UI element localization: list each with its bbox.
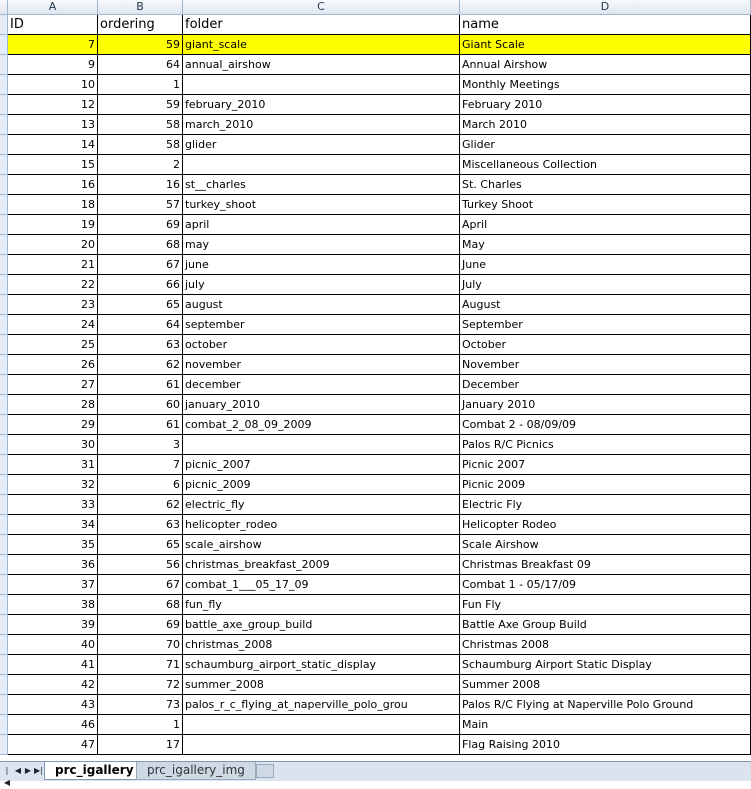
cell-name[interactable]: November — [460, 355, 751, 375]
cell-id[interactable]: 31 — [8, 455, 98, 475]
cell-id[interactable]: 25 — [8, 335, 98, 355]
row-header[interactable] — [0, 415, 8, 435]
row-header[interactable] — [0, 175, 8, 195]
column-header-b[interactable]: B — [98, 0, 183, 15]
cell-name[interactable]: June — [460, 255, 751, 275]
row-header[interactable] — [0, 35, 8, 55]
cell-ordering[interactable]: 56 — [98, 555, 183, 575]
row-header[interactable] — [0, 655, 8, 675]
cell-name[interactable]: Helicopter Rodeo — [460, 515, 751, 535]
column-header-d[interactable]: D — [460, 0, 751, 15]
cell-id[interactable]: 15 — [8, 155, 98, 175]
cell-ordering[interactable]: 59 — [98, 95, 183, 115]
cell-folder[interactable]: september — [183, 315, 460, 335]
column-header-c[interactable]: C — [183, 0, 460, 15]
cell-ordering[interactable]: 66 — [98, 275, 183, 295]
cell-ordering[interactable]: 68 — [98, 595, 183, 615]
cell-id[interactable]: 38 — [8, 595, 98, 615]
cell-name[interactable]: Summer 2008 — [460, 675, 751, 695]
cell-id[interactable]: 30 — [8, 435, 98, 455]
cell-folder[interactable] — [183, 155, 460, 175]
cell-name[interactable]: August — [460, 295, 751, 315]
cell-folder[interactable]: combat_2_08_09_2009 — [183, 415, 460, 435]
row-header[interactable] — [0, 735, 8, 755]
cell-ordering[interactable]: 71 — [98, 655, 183, 675]
cell-folder[interactable]: christmas_breakfast_2009 — [183, 555, 460, 575]
cell-folder[interactable]: january_2010 — [183, 395, 460, 415]
cell-folder[interactable]: november — [183, 355, 460, 375]
cell-folder[interactable]: may — [183, 235, 460, 255]
cell-folder[interactable]: battle_axe_group_build — [183, 615, 460, 635]
cell-ordering[interactable]: 3 — [98, 435, 183, 455]
cell-id[interactable]: 35 — [8, 535, 98, 555]
row-header[interactable] — [0, 675, 8, 695]
cell-ordering[interactable]: 63 — [98, 335, 183, 355]
cell-folder[interactable]: february_2010 — [183, 95, 460, 115]
row-header[interactable] — [0, 715, 8, 735]
cell-folder[interactable]: october — [183, 335, 460, 355]
cell-ordering[interactable]: 58 — [98, 135, 183, 155]
cell-folder[interactable]: christmas_2008 — [183, 635, 460, 655]
select-all-corner[interactable] — [0, 0, 8, 15]
cell-name[interactable]: Main — [460, 715, 751, 735]
cell-name[interactable]: Scale Airshow — [460, 535, 751, 555]
row-header[interactable] — [0, 295, 8, 315]
cell-name[interactable]: May — [460, 235, 751, 255]
cell-folder[interactable]: electric_fly — [183, 495, 460, 515]
cell-name[interactable]: Palos R/C Flying at Naperville Polo Ground — [460, 695, 751, 715]
cell-name[interactable]: Miscellaneous Collection — [460, 155, 751, 175]
cell-id[interactable]: 28 — [8, 395, 98, 415]
cell-name[interactable]: December — [460, 375, 751, 395]
first-sheet-icon[interactable]: |◀ — [3, 766, 11, 787]
cell-ordering[interactable]: 17 — [98, 735, 183, 755]
cell-id[interactable]: 43 — [8, 695, 98, 715]
cell-ordering[interactable]: 72 — [98, 675, 183, 695]
cell-ordering[interactable]: 70 — [98, 635, 183, 655]
cell-ordering[interactable]: 65 — [98, 295, 183, 315]
sheet-tab-bar — [0, 761, 751, 787]
prev-sheet-icon[interactable]: ◀ — [14, 766, 22, 775]
row-header[interactable] — [0, 515, 8, 535]
row-header[interactable] — [0, 455, 8, 475]
cell-ordering[interactable]: 69 — [98, 615, 183, 635]
cell-id[interactable]: 29 — [8, 415, 98, 435]
cell-name[interactable]: Palos R/C Picnics — [460, 435, 751, 455]
cell-name[interactable]: Turkey Shoot — [460, 195, 751, 215]
cell-name[interactable]: Combat 1 - 05/17/09 — [460, 575, 751, 595]
row-header[interactable] — [0, 275, 8, 295]
row-header[interactable] — [0, 535, 8, 555]
cell-folder[interactable]: april — [183, 215, 460, 235]
cell-folder[interactable]: turkey_shoot — [183, 195, 460, 215]
cell-ordering[interactable]: 62 — [98, 355, 183, 375]
cell-id[interactable]: 41 — [8, 655, 98, 675]
cell-id[interactable]: 18 — [8, 195, 98, 215]
cell-folder[interactable] — [183, 715, 460, 735]
cell-folder[interactable]: helicopter_rodeo — [183, 515, 460, 535]
row-header[interactable] — [0, 355, 8, 375]
cell-name[interactable]: Christmas 2008 — [460, 635, 751, 655]
row-header[interactable] — [0, 115, 8, 135]
cell-ordering[interactable]: 1 — [98, 715, 183, 735]
cell-id[interactable]: 26 — [8, 355, 98, 375]
cell-ordering[interactable]: 61 — [98, 415, 183, 435]
row-header[interactable] — [0, 235, 8, 255]
cell-folder[interactable]: march_2010 — [183, 115, 460, 135]
cell-id[interactable]: 14 — [8, 135, 98, 155]
cell-ordering[interactable]: 67 — [98, 575, 183, 595]
row-header[interactable] — [0, 495, 8, 515]
cell-name[interactable]: Combat 2 - 08/09/09 — [460, 415, 751, 435]
row-header[interactable] — [0, 335, 8, 355]
row-header[interactable] — [0, 435, 8, 455]
cell-folder[interactable]: june — [183, 255, 460, 275]
cell-ordering[interactable]: 6 — [98, 475, 183, 495]
cell-name[interactable]: October — [460, 335, 751, 355]
cell-id[interactable]: 24 — [8, 315, 98, 335]
cell-ordering[interactable]: 61 — [98, 375, 183, 395]
row-header[interactable] — [0, 215, 8, 235]
row-header[interactable] — [0, 315, 8, 335]
cell-folder[interactable]: july — [183, 275, 460, 295]
column-header-a[interactable]: A — [8, 0, 98, 15]
last-sheet-icon[interactable]: ▶| — [34, 766, 43, 775]
cell-id[interactable]: 23 — [8, 295, 98, 315]
header-cell-folder[interactable]: folder — [183, 15, 460, 35]
cell-id[interactable]: 39 — [8, 615, 98, 635]
tab-prc-igallery[interactable]: prc_igallery — [44, 762, 145, 780]
cell-ordering[interactable]: 65 — [98, 535, 183, 555]
cell-id[interactable]: 32 — [8, 475, 98, 495]
insert-sheet-icon[interactable] — [256, 764, 274, 778]
cell-name[interactable]: St. Charles — [460, 175, 751, 195]
cell-id[interactable]: 34 — [8, 515, 98, 535]
cell-name[interactable]: Glider — [460, 135, 751, 155]
cell-ordering[interactable]: 63 — [98, 515, 183, 535]
cell-id[interactable]: 20 — [8, 235, 98, 255]
cell-folder[interactable]: december — [183, 375, 460, 395]
cell-id[interactable]: 10 — [8, 75, 98, 95]
cell-ordering[interactable]: 58 — [98, 115, 183, 135]
cell-id[interactable]: 42 — [8, 675, 98, 695]
row-header[interactable] — [0, 15, 8, 35]
cell-id[interactable]: 22 — [8, 275, 98, 295]
cell-id[interactable]: 7 — [8, 35, 98, 55]
cell-ordering[interactable]: 59 — [98, 35, 183, 55]
cell-ordering[interactable]: 64 — [98, 315, 183, 335]
cell-folder[interactable]: picnic_2009 — [183, 475, 460, 495]
row-header[interactable] — [0, 475, 8, 495]
row-header[interactable] — [0, 135, 8, 155]
row-header[interactable] — [0, 555, 8, 575]
row-header[interactable] — [0, 395, 8, 415]
row-header[interactable] — [0, 55, 8, 75]
cell-folder[interactable]: summer_2008 — [183, 675, 460, 695]
row-header[interactable] — [0, 155, 8, 175]
cell-name[interactable]: January 2010 — [460, 395, 751, 415]
row-header[interactable] — [0, 195, 8, 215]
cell-ordering[interactable]: 67 — [98, 255, 183, 275]
cell-folder[interactable]: combat_1___05_17_09 — [183, 575, 460, 595]
cell-id[interactable]: 9 — [8, 55, 98, 75]
cell-id[interactable]: 21 — [8, 255, 98, 275]
cell-folder[interactable]: schaumburg_airport_static_display — [183, 655, 460, 675]
cell-name[interactable]: Flag Raising 2010 — [460, 735, 751, 755]
cell-name[interactable]: Battle Axe Group Build — [460, 615, 751, 635]
cell-folder[interactable]: st__charles — [183, 175, 460, 195]
cell-name[interactable]: Annual Airshow — [460, 55, 751, 75]
row-header[interactable] — [0, 75, 8, 95]
cell-id[interactable]: 37 — [8, 575, 98, 595]
row-header[interactable] — [0, 615, 8, 635]
cell-ordering[interactable]: 7 — [98, 455, 183, 475]
cell-id[interactable]: 12 — [8, 95, 98, 115]
cell-ordering[interactable]: 62 — [98, 495, 183, 515]
cell-folder[interactable]: scale_airshow — [183, 535, 460, 555]
cell-id[interactable]: 36 — [8, 555, 98, 575]
cell-ordering[interactable]: 2 — [98, 155, 183, 175]
next-sheet-icon[interactable]: ▶ — [24, 766, 32, 775]
cell-name[interactable]: Monthly Meetings — [460, 75, 751, 95]
row-header[interactable] — [0, 635, 8, 655]
row-header[interactable] — [0, 575, 8, 595]
tab-prc-igallery-img[interactable]: prc_igallery_img — [136, 762, 256, 780]
cell-folder[interactable]: palos_r_c_flying_at_naperville_polo_grou — [183, 695, 460, 715]
cell-folder[interactable]: picnic_2007 — [183, 455, 460, 475]
row-header[interactable] — [0, 595, 8, 615]
header-cell-id[interactable]: ID — [8, 15, 98, 35]
cell-name[interactable]: July — [460, 275, 751, 295]
cell-id[interactable]: 13 — [8, 115, 98, 135]
cell-folder[interactable] — [183, 735, 460, 755]
cell-ordering[interactable]: 57 — [98, 195, 183, 215]
cell-name[interactable]: September — [460, 315, 751, 335]
cell-name[interactable]: Christmas Breakfast 09 — [460, 555, 751, 575]
cell-ordering[interactable]: 64 — [98, 55, 183, 75]
cell-ordering[interactable]: 68 — [98, 235, 183, 255]
header-cell-ordering[interactable]: ordering — [98, 15, 183, 35]
cell-ordering[interactable]: 69 — [98, 215, 183, 235]
cell-id[interactable]: 46 — [8, 715, 98, 735]
row-header[interactable] — [0, 695, 8, 715]
cell-name[interactable]: March 2010 — [460, 115, 751, 135]
header-cell-name[interactable]: name — [460, 15, 751, 35]
cell-name[interactable]: Fun Fly — [460, 595, 751, 615]
cell-id[interactable]: 47 — [8, 735, 98, 755]
cell-name[interactable]: Giant Scale — [460, 35, 751, 55]
cell-name[interactable]: Electric Fly — [460, 495, 751, 515]
cell-name[interactable]: Picnic 2009 — [460, 475, 751, 495]
cell-name[interactable]: February 2010 — [460, 95, 751, 115]
cell-name[interactable]: April — [460, 215, 751, 235]
cell-ordering[interactable]: 60 — [98, 395, 183, 415]
cell-ordering[interactable]: 1 — [98, 75, 183, 95]
cell-id[interactable]: 27 — [8, 375, 98, 395]
cell-folder[interactable]: annual_airshow — [183, 55, 460, 75]
cell-id[interactable]: 40 — [8, 635, 98, 655]
cell-id[interactable]: 16 — [8, 175, 98, 195]
cell-name[interactable]: Schaumburg Airport Static Display — [460, 655, 751, 675]
row-header[interactable] — [0, 255, 8, 275]
cell-folder[interactable]: giant_scale — [183, 35, 460, 55]
cell-folder[interactable] — [183, 75, 460, 95]
cell-name[interactable]: Picnic 2007 — [460, 455, 751, 475]
cell-folder[interactable] — [183, 435, 460, 455]
cell-ordering[interactable]: 73 — [98, 695, 183, 715]
row-header[interactable] — [0, 95, 8, 115]
cell-id[interactable]: 19 — [8, 215, 98, 235]
cell-ordering[interactable]: 16 — [98, 175, 183, 195]
cell-id[interactable]: 33 — [8, 495, 98, 515]
cell-folder[interactable]: august — [183, 295, 460, 315]
cell-folder[interactable]: fun_fly — [183, 595, 460, 615]
row-header[interactable] — [0, 375, 8, 395]
cell-folder[interactable]: glider — [183, 135, 460, 155]
